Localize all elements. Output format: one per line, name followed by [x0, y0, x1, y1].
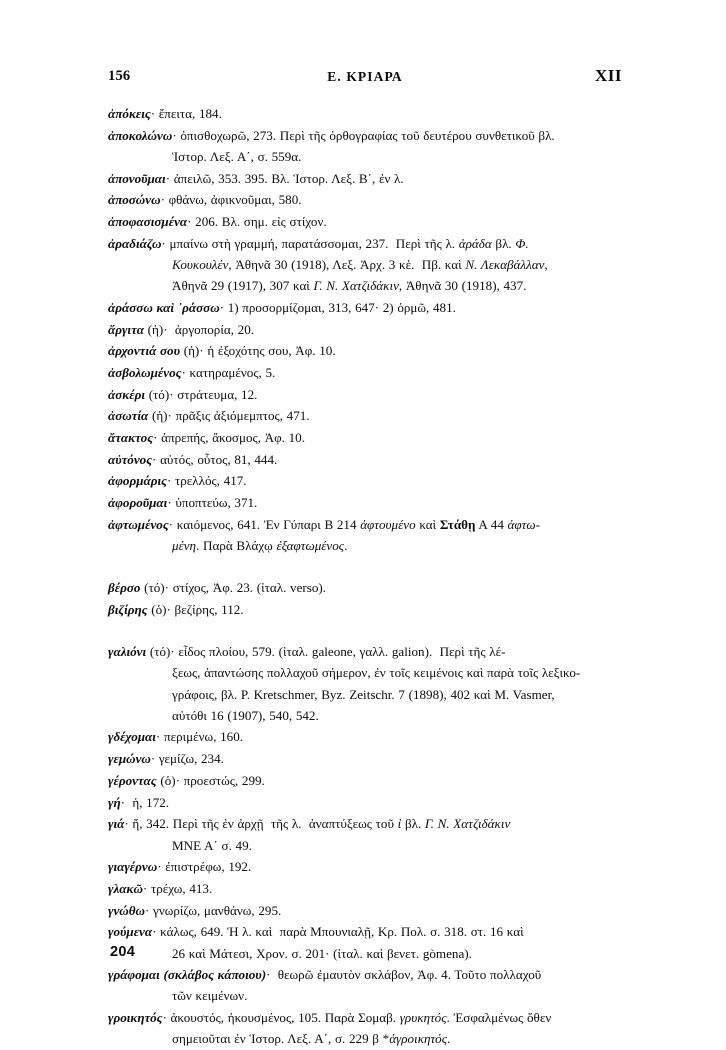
- glossary-entry: γροικητός· ἀκουστός, ἠκουσμένος, 105. Παρὰ Σομαβ. γρυκητός. Ἐσφαλμένως ὅθεν σημειοῦται ἐν Ἱστορ. Λεξ. Α΄, σ. 229 β *ἀγροικητός.: [108, 1010, 552, 1047]
- glossary-entry: γαλιόνι (τό)· εἶδος πλοίου, 579. (ἰταλ. galeone, γαλλ. galion). Περὶ τῆς λέ- ξεως, ἀπαντώσης πολλαχοῦ σήμερον, ἐν τοῖς κειμένοις καὶ παρὰ τοῖς λεξικο- γράφοις, βλ. P. Kretschmer, Byz. Zeitschr. 7 (1898), 402 καὶ M. Vasmer, αὐτόθι 16 (1907), 540, 542.: [108, 644, 581, 723]
- glossary-entry: ἀπονοῦμαι· ἀπειλῶ, 353. 395. Βλ. Ἱστορ. Λεξ. Β΄, ἐν λ.: [108, 170, 404, 186]
- glossary-entry: ἀσωτία (ἡ)· πρᾶξις ἀξιόμεμπτος, 471.: [108, 408, 310, 424]
- glossary-entry: ἀφοροῦμαι· ὑποπτεύω, 371.: [108, 495, 258, 511]
- glossary-entry: αὐτόνος· αὐτός, οὗτος, 81, 444.: [108, 451, 278, 467]
- glossary-entry: γή· ἡ, 172.: [108, 794, 170, 810]
- glossary-entry: ἀποφασισμένα· 206. Βλ. σημ. εἰς στίχον.: [108, 214, 327, 230]
- glossary-entry: ἀσβολωμένος· κατηραμένος, 5.: [108, 364, 276, 380]
- glossary-entry: ἀσκέρι (τό)· στράτευμα, 12.: [108, 386, 258, 402]
- glossary-entry: γούμενα· κάλως, 649. Ἡ λ. καὶ παρὰ Μπουνιαλῇ, Κρ. Πολ. σ. 318. στ. 16 καὶ 26 καὶ Μάτεσι, Χρον. σ. 201· (ἰταλ. καὶ βενετ. gòmena).: [108, 924, 524, 961]
- running-head-author: Ε. ΚΡΙΑΡΑ: [327, 69, 403, 84]
- glossary-entry: γνώθω· γνωρίζω, μανθάνω, 295.: [108, 902, 282, 918]
- page-folio-number: 156: [108, 68, 131, 84]
- glossary-entry: βέρσο (τό)· στίχος, Ἀφ. 23. (ἰταλ. verso).: [108, 580, 327, 596]
- glossary-entry: γιά· ἤ, 342. Περὶ τῆς ἐν ἀρχῇ τῆς λ. ἀναπτύξεως τοῦ ἰ βλ. Γ. Ν. Χατζιδάκιν ΜΝΕ Α΄ σ. 49.: [108, 816, 511, 853]
- glossary-entry: ἀραδιάζω· μπαίνω στὴ γραμμή, παρατάσσομαι, 237. Περὶ τῆς λ. ἀράδα βλ. Φ. Κουκουλέν, Ἀθηνᾶ 30 (1918), Λεξ. Ἀρχ. 3 κἑ. Πβ. καὶ Ν. Λεκαβάλλαν, Ἀθηνᾶ 29 (1917), 307 καὶ Γ. Ν. Χατζιδάκιν, Ἀθηνᾶ 30 (1918), 437.: [108, 235, 548, 294]
- glossary-entry: ἀφτωμένος· καιόμενος, 641. Ἐν Γύπαρι Β 214 ἀφτουμένο καὶ Στάθῃ Α 44 ἀφτω- μένη. Παρὰ Βλάχῳ ἐξαφτωμένος.: [108, 516, 540, 554]
- glossary-entry: γράφομαι (σκλάβος κάποιου)· θεωρῶ ἐμαυτὸν σκλάβον, Ἀφ. 4. Τοῦτο πολλαχοῦ τῶν κειμένων.: [108, 967, 542, 1004]
- glossary-entry: βιζίρης (ὁ)· βεζίρης, 112.: [108, 601, 244, 617]
- glossary-entry: ἀρχοντιά σου (ἡ)· ἡ ἐξοχότης σου, Ἀφ. 10.: [108, 343, 336, 359]
- glossary-entry: γεμώνω· γεμίζω, 234.: [108, 751, 224, 767]
- glossary-entry: ἀφορμάρις· τρελλός, 417.: [108, 473, 247, 489]
- glossary-entry: γιαγέρνω· ἐπιστρέφω, 192.: [108, 859, 252, 875]
- glossary-entry: γέροντας (ὁ)· προεστώς, 299.: [108, 772, 265, 788]
- glossary-entry: ἀπόκεις· ἔπειτα, 184.: [108, 106, 222, 121]
- glossary-entry-column: [108, 103, 686, 1050]
- running-head: [108, 68, 622, 90]
- glossary-entry: ἄτακτος· ἀπρεπής, ἄκοσμος, Ἀφ. 10.: [108, 430, 305, 446]
- section-gap: [108, 556, 686, 577]
- glossary-entry: ἀράσσω καὶ ᾿ράσσω· 1) προσορμίζομαι, 313, 647· 2) ὁρμῶ, 481.: [108, 299, 456, 315]
- section-gap: [108, 620, 686, 641]
- glossary-entry: γλακῶ· τρέχω, 413.: [108, 880, 213, 896]
- bottom-page-number: 204: [110, 944, 136, 960]
- volume-number: XII: [594, 66, 622, 85]
- glossary-entry: γδέχομαι· περιμένω, 160.: [108, 729, 244, 745]
- glossary-entry: ἄργιτα (ἡ)· ἀργοπορία, 20.: [108, 321, 255, 337]
- glossary-entry: ἀποσώνω· φθάνω, ἀφικνοῦμαι, 580.: [108, 192, 302, 208]
- glossary-entry: ἀποκολώνω· ὀπισθοχωρῶ, 273. Περὶ τῆς ὀρθογραφίας τοῦ δευτέρου συνθετικοῦ βλ. Ἱστορ. Λεξ. Α΄, σ. 559α.: [108, 127, 555, 164]
